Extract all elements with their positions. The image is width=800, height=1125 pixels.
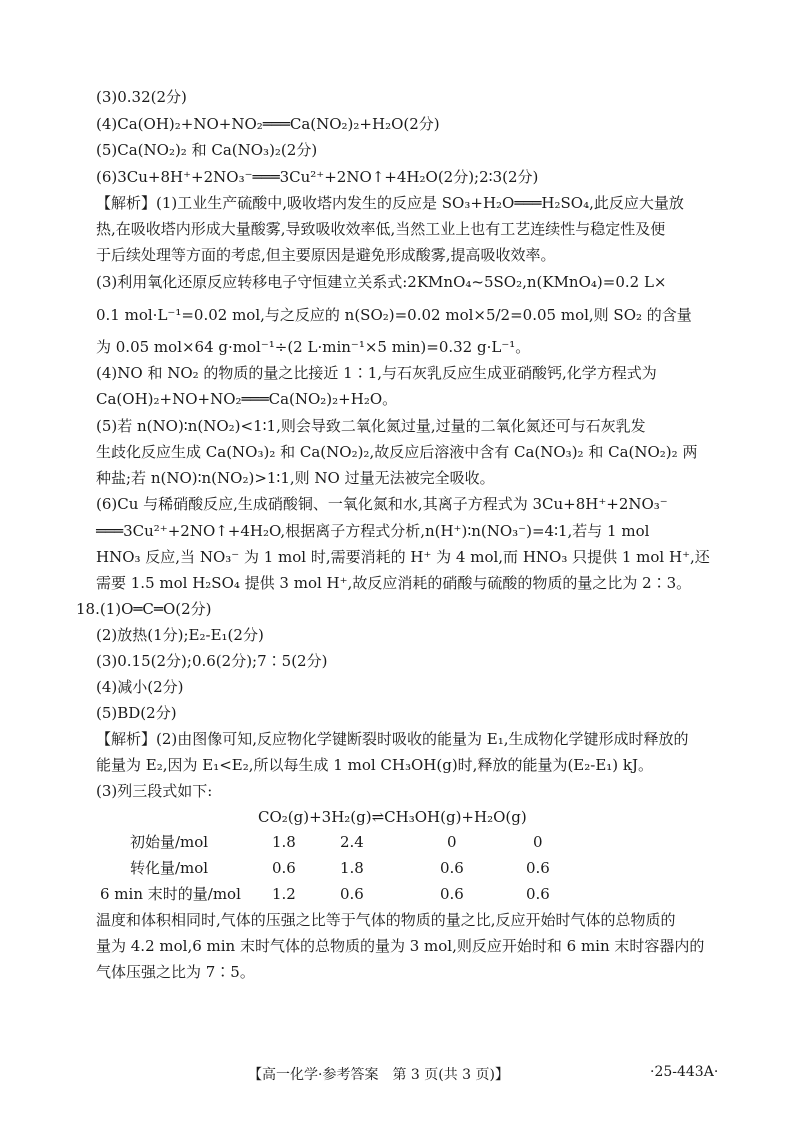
analysis-line: HNO₃ 反应,当 NO₃⁻ 为 1 mol 时,需要消耗的 H⁺ 为 4 mol,而 HNO₃ 只提供 1 mol H⁺,还 — [96, 548, 710, 566]
reaction-equation: CO₂(g)+3H₂(g)⇌CH₃OH(g)+H₂O(g) — [258, 808, 527, 826]
analysis-line: 生歧化反应生成 Ca(NO₃)₂ 和 Ca(NO₂)₂,故反应后溶液中含有 Ca(NO₃)₂ 和 Ca(NO₂)₂ 两 — [96, 443, 698, 461]
analysis-line: Ca(OH)₂+NO+NO₂═══Ca(NO₂)₂+H₂O。 — [96, 390, 398, 408]
answer-line: (4)Ca(OH)₂+NO+NO₂═══Ca(NO₂)₂+H₂O(2分) — [96, 115, 440, 133]
answer-line: (6)3Cu+8H⁺+2NO₃⁻═══3Cu²⁺+2NO↑+4H₂O(2分);2∶3(2分) — [96, 168, 539, 186]
analysis-line: ═══3Cu²⁺+2NO↑+4H₂O,根据离子方程式分析,n(H⁺)∶n(NO₃⁻)=4∶1,若与 1 mol — [96, 522, 650, 540]
analysis-line: 种盐;若 n(NO)∶n(NO₂)>1∶1,则 NO 过量无法被完全吸收。 — [96, 469, 495, 487]
table-cell: 0.6 — [272, 859, 296, 877]
analysis-line: (5)若 n(NO)∶n(NO₂)<1∶1,则会导致二氧化氮过量,过量的二氧化氮还可与石灰乳发 — [96, 417, 646, 435]
answer-line: (3)0.15(2分);0.6(2分);7∶5(2分) — [96, 652, 328, 670]
analysis-line: 温度和体积相同时,气体的压强之比等于气体的物质的量之比,反应开始时气体的总物质的 — [96, 911, 676, 929]
table-cell: 0.6 — [526, 885, 550, 903]
analysis-line: (3)列三段式如下: — [96, 782, 213, 800]
question-18-answer: 18.(1)O═C═O(2分) — [76, 600, 212, 618]
footer-code: ·25-443A· — [650, 1064, 719, 1080]
footer-title: 【高一化学·参考答案 第 3 页(共 3 页)】 — [248, 1067, 509, 1083]
analysis-line: 为 0.05 mol×64 g·mol⁻¹÷(2 L·min⁻¹×5 min)=0.32 g·L⁻¹。 — [96, 338, 531, 356]
table-cell: 1.2 — [272, 885, 296, 903]
table-cell: 0 — [533, 833, 543, 851]
analysis-line: 热,在吸收塔内形成大量酸雾,导致吸收效率低,当然工业上也有工艺连续性与稳定性及便 — [96, 220, 666, 238]
analysis-line: 能量为 E₂,因为 E₁<E₂,所以每生成 1 mol CH₃OH(g)时,释放的能量为(E₂-E₁) kJ。 — [96, 756, 654, 774]
analysis-line: 【解析】(1)工业生产硫酸中,吸收塔内发生的反应是 SO₃+H₂O═══H₂SO₄,此反应大量放 — [96, 194, 684, 212]
table-cell: 2.4 — [340, 833, 364, 851]
table-cell: 0 — [447, 833, 457, 851]
answer-line: (2)放热(1分);E₂-E₁(2分) — [96, 626, 264, 644]
row-label: 6 min 末时的量/mol — [100, 885, 241, 903]
analysis-line: 需要 1.5 mol H₂SO₄ 提供 3 mol H⁺,故反应消耗的硝酸与硫酸的物质的量之比为 2∶3。 — [96, 574, 692, 592]
analysis-line: 0.1 mol·L⁻¹=0.02 mol,与之反应的 n(SO₂)=0.02 mol×5/2=0.05 mol,则 SO₂ 的含量 — [96, 306, 692, 324]
table-cell: 1.8 — [272, 833, 296, 851]
analysis-line: (4)NO 和 NO₂ 的物质的量之比接近 1∶1,与石灰乳反应生成亚硝酸钙,化学方程式为 — [96, 364, 657, 382]
analysis-line: 气体压强之比为 7∶5。 — [96, 963, 255, 981]
table-cell: 0.6 — [526, 859, 550, 877]
row-label: 转化量/mol — [130, 859, 209, 877]
analysis-line: (6)Cu 与稀硝酸反应,生成硝酸铜、一氧化氮和水,其离子方程式为 3Cu+8H⁺+2NO₃⁻ — [96, 495, 668, 513]
answer-line: (3)0.32(2分) — [96, 88, 187, 106]
analysis-line: 【解析】(2)由图像可知,反应物化学键断裂时吸收的能量为 E₁,生成物化学键形成时释放的 — [96, 730, 689, 748]
analysis-line: 于后续处理等方面的考虑,但主要原因是避免形成酸雾,提高吸收效率。 — [96, 246, 556, 264]
answer-line: (5)Ca(NO₂)₂ 和 Ca(NO₃)₂(2分) — [96, 141, 318, 159]
analysis-line: (3)利用氧化还原反应转移电子守恒建立关系式:2KMnO₄~5SO₂,n(KMnO₄)=0.2 L× — [96, 273, 667, 291]
analysis-line: 量为 4.2 mol,6 min 末时气体的总物质的量为 3 mol,则反应开始时和 6 min 末时容器内的 — [96, 937, 705, 955]
table-cell: 0.6 — [440, 885, 464, 903]
table-cell: 0.6 — [340, 885, 364, 903]
table-cell: 1.8 — [340, 859, 364, 877]
answer-line: (4)减小(2分) — [96, 678, 184, 696]
answer-line: (5)BD(2分) — [96, 704, 177, 722]
row-label: 初始量/mol — [130, 833, 209, 851]
table-cell: 0.6 — [440, 859, 464, 877]
